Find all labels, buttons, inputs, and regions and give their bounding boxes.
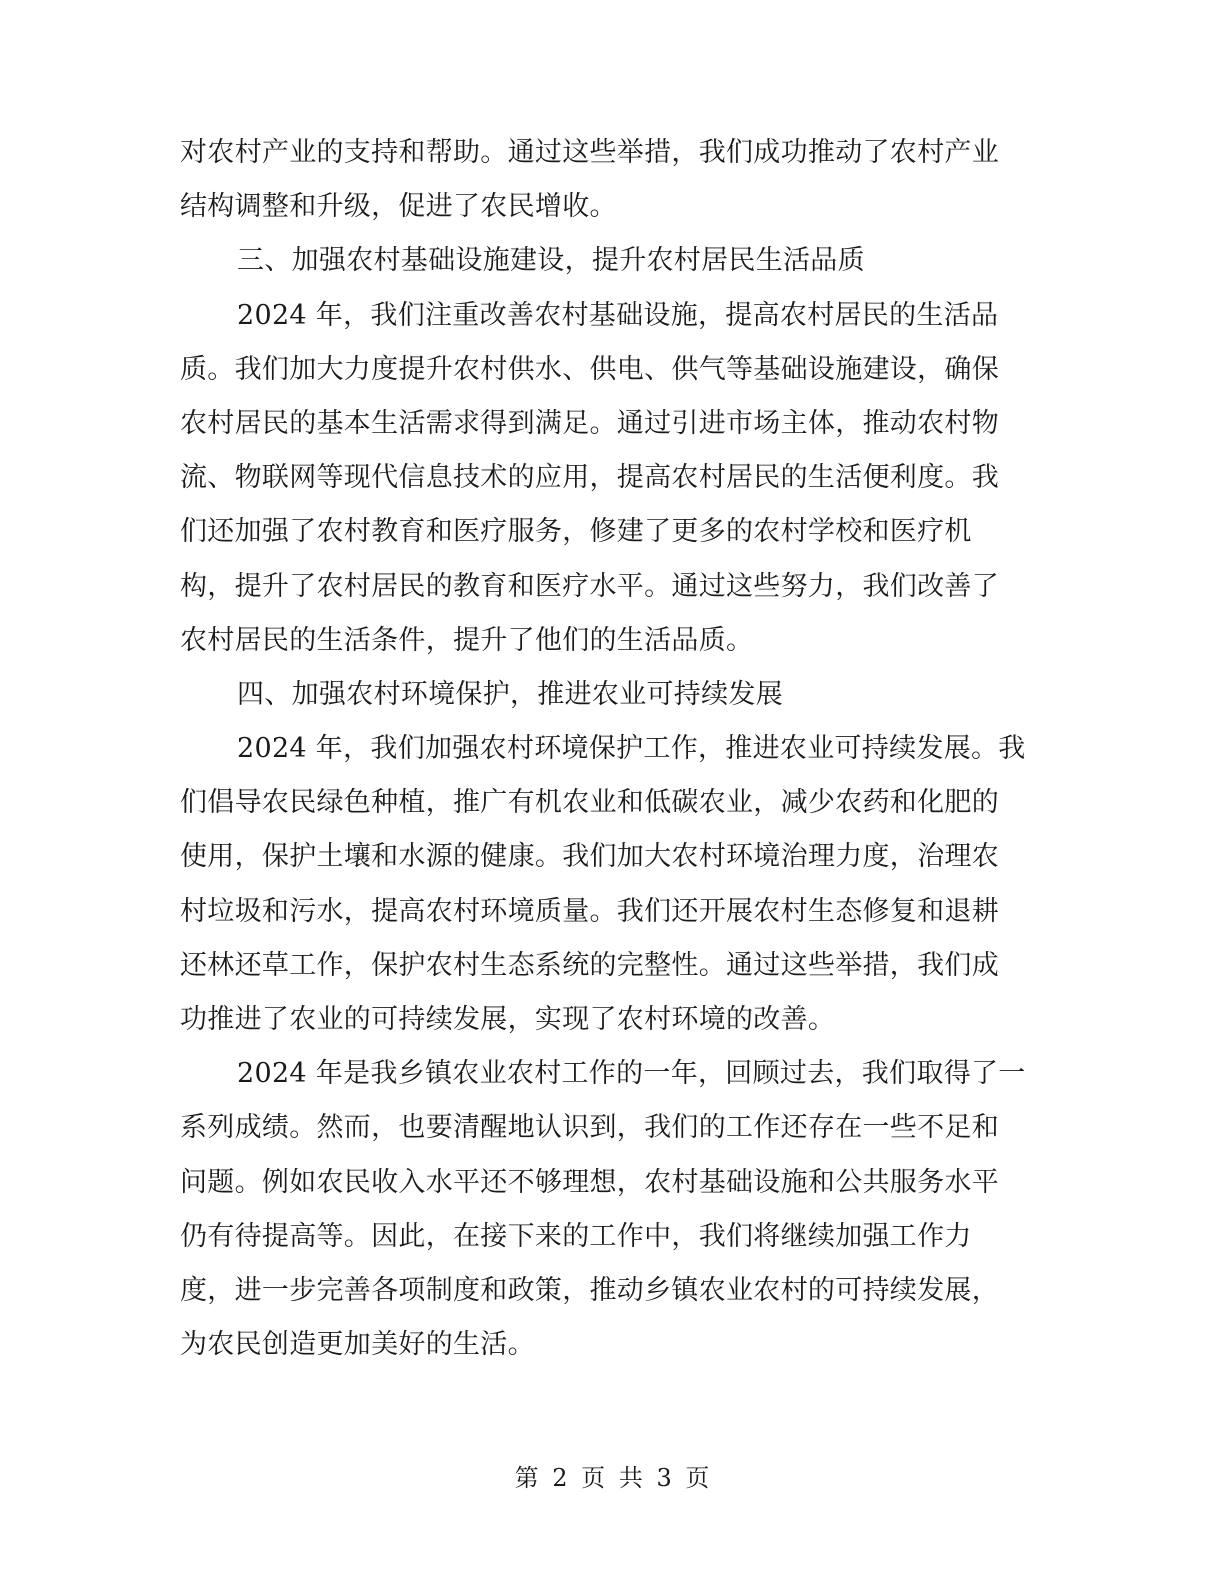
page-footer (0, 1458, 1224, 1498)
footer-total-label: 共 (618, 1464, 643, 1492)
text-line: 们倡导农民绿色种植，推广有机农业和低碳农业，减少农药和化肥的 (180, 787, 999, 819)
text-line: 还林还草工作，保护农村生态系统的完整性。通过这些举措，我们成 (180, 949, 999, 981)
text-line: 度，进一步完善各项制度和政策，推动乡镇农业农村的可持续发展， (180, 1274, 999, 1306)
text-line: 构，提升了农村居民的教育和医疗水平。通过这些努力，我们改善了 (180, 570, 999, 602)
text-line: 村垃圾和污水，提高农村环境质量。我们还开展农村生态修复和退耕 (180, 895, 999, 927)
text-line: 质。我们加大力度提升农村供水、供电、供气等基础设施建设，确保 (180, 353, 999, 385)
text-line: 系列成绩。然而，也要清醒地认识到，我们的工作还存在一些不足和 (180, 1112, 999, 1144)
text-line: 为农民创造更加美好的生活。 (180, 1329, 535, 1361)
current-page-number: 2 (552, 1464, 568, 1492)
text-line: 流、物联网等现代信息技术的应用，提高农村居民的生活便利度。我 (180, 462, 999, 494)
text-line: 结构调整和升级，促进了农民增收。 (180, 191, 617, 223)
text-line: 仍有待提高等。因此，在接下来的工作中，我们将继续加强工作力 (180, 1220, 972, 1252)
text-line: 农村居民的生活条件，提升了他们的生活品质。 (180, 624, 754, 656)
footer-suffix: 页 (685, 1464, 710, 1492)
text-line: 2024 年，我们注重改善农村基础设施，提高农村居民的生活品 (237, 299, 999, 331)
footer-page-label: 页 (581, 1464, 606, 1492)
footer-prefix: 第 (514, 1464, 539, 1492)
total-pages-number: 3 (656, 1464, 672, 1492)
text-line: 农村居民的基本生活需求得到满足。通过引进市场主体，推动农村物 (180, 407, 999, 439)
text-line: 问题。例如农民收入水平还不够理想，农村基础设施和公共服务水平 (180, 1166, 999, 1198)
text-line: 2024 年，我们加强农村环境保护工作，推进农业可持续发展。我 (237, 733, 1026, 765)
text-line: 三、加强农村基础设施建设，提升农村居民生活品质 (237, 245, 865, 277)
text-line: 们还加强了农村教育和医疗服务，修建了更多的农村学校和医疗机 (180, 516, 972, 548)
text-line: 对农村产业的支持和帮助。通过这些举措，我们成功推动了农村产业 (180, 137, 999, 168)
text-line: 四、加强农村环境保护，推进农业可持续发展 (237, 678, 783, 710)
text-line: 使用，保护土壤和水源的健康。我们加大农村环境治理力度，治理农 (180, 841, 999, 873)
document-body (180, 126, 1025, 1372)
text-line: 功推进了农业的可持续发展，实现了农村环境的改善。 (180, 1004, 836, 1035)
text-line: 2024 年是我乡镇农业农村工作的一年，回顾过去，我们取得了一 (237, 1058, 1026, 1090)
